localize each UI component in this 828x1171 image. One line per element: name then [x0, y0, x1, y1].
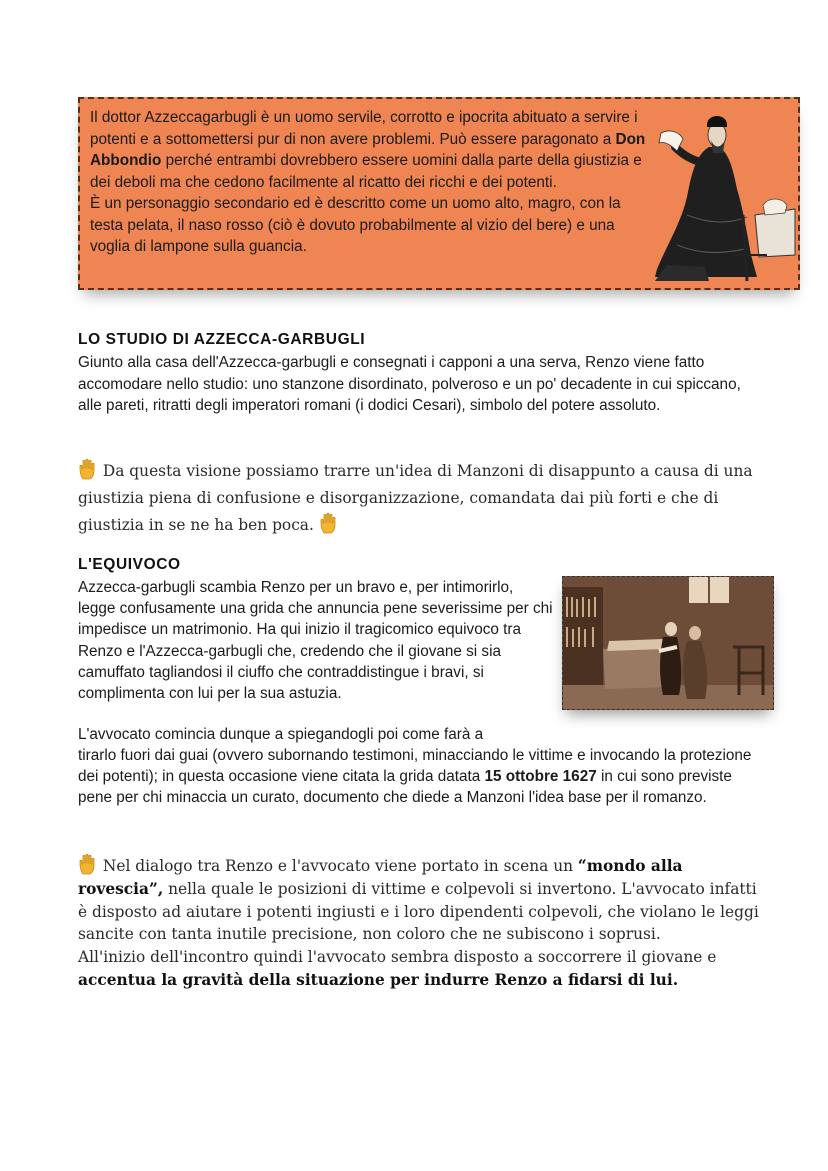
raised-hand-icon	[78, 853, 98, 875]
gravity-highlight: accentua la gravità della situazione per indurre Renzo a fidarsi di lui.	[78, 970, 679, 989]
character-description	[90, 107, 650, 258]
character-paragraph-1: Il dottor Azzeccagarbugli è un uomo servile, corrotto e ipocrita abituato a servire i potenti e a sottomettersi pur di non avere problemi. Può essere paragonato a Don Abbondio perché entrambi dovrebbero essere uomini dalla parte della giustizia e dei deboli ma che cedono facilmente al ricatto dei ricchi e dei potenti.	[90, 109, 646, 191]
mondo-alla-rovescia-highlight: “mondo alla rovescia”,	[78, 857, 683, 898]
lawyer-illustration	[647, 105, 797, 285]
character-description-box	[78, 97, 800, 290]
raised-hand-icon	[319, 512, 339, 534]
equivoco-paragraph-2-start: L'avvocato comincia dunque a spiegandogli poi come farà a	[78, 726, 484, 743]
equivoco-paragraph-1: Azzecca-garbugli scambia Renzo per un bravo e, per intimorirlo, legge confusamente una grida che annuncia pene severissime per chi impedisce un matrimonio. Ha qui inizio il tragicomico equivoco tra Renzo e l'Azzecca-garbugli che, credendo che il giovane si sia camuffato tagliandosi il ciuffo che contraddistingue i bravi, si complimenta con lui per la sua astuzia.	[78, 579, 553, 703]
grida-date: 15 ottobre 1627	[484, 768, 597, 786]
section-title-equivoco: L'EQUIVOCO	[78, 556, 181, 573]
don-abbondio-highlight: Don Abbondio	[90, 130, 646, 169]
note-paragraph-1: Nel dialogo tra Renzo e l'avvocato viene portato in scena un “mondo alla rovescia”, nella quale le posizioni di vittime e colpevoli si invertono. L'avvocato infatti è disposto ad aiutare i potenti ingiusti e i loro dipendenti colpevoli, che violano le leggi sancite con tanta inutile precisione, non coloro che ne subiscono i soprusi.	[78, 853, 766, 946]
equivoco-paragraph-2-rest: tirarlo fuori dai guai (ovvero subornando testimoni, minacciando le vittime e invocando la protezione dei potenti); in questa occasione viene citata la grida datata 15 ottobre 1627 in cui sono previste pene per chi minaccia un curato, documento che diede a Manzoni l'idea base per il romanzo.	[78, 747, 752, 807]
character-paragraph-2: È un personaggio secondario ed è descritto come un uomo alto, magro, con la testa pelata, il naso rosso (ciò è dovuto probabilmente al vizio del bere) e una voglia di lampone sulla guancia.	[90, 195, 621, 255]
studio-note: Da questa visione possiamo trarre un'idea di Manzoni di disappunto a causa di una giustizia piena di confusione e disorganizzazione, comandata dai più forti e che di giustizia in se ne ha ben poca.	[78, 458, 758, 539]
note-paragraph-2: All'inizio dell'incontro quindi l'avvocato sembra disposto a soccorrere il giovane e accentua la gravità della situazione per indurre Renzo a fidarsi di lui.	[78, 948, 717, 989]
studio-paragraph: Giunto alla casa dell'Azzecca-garbugli e consegnati i capponi a una serva, Renzo viene fatto accomodare nello studio: uno stanzone disordinato, polveroso e un po' decadente in cui spiccano, alle pareti, ritratti degli imperatori romani (i dodici Cesari), simbolo del potere assoluto.	[78, 354, 741, 415]
study-scene-illustration	[562, 576, 774, 710]
raised-hand-icon	[78, 458, 98, 480]
section-title-studio: LO STUDIO DI AZZECCA-GARBUGLI	[78, 331, 366, 348]
mondo-alla-rovescia-note	[78, 853, 766, 992]
